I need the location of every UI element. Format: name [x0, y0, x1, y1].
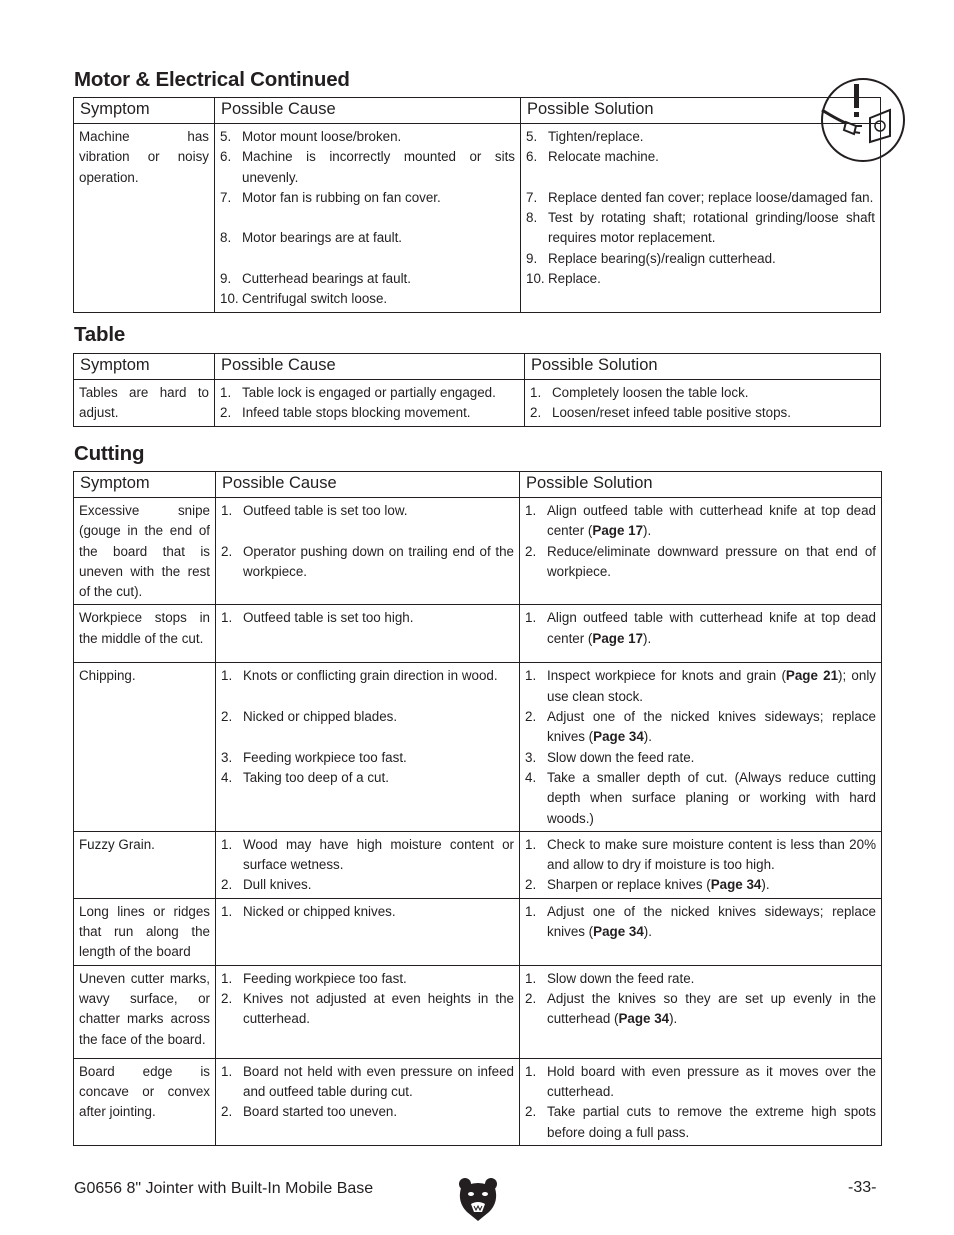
table-row [74, 898, 882, 965]
table-row [74, 498, 882, 605]
cause-item: 2. Nicked or chipped blades. [221, 709, 398, 725]
solution-item: 1. Inspect workpiece for knots and grain (Page 21); only use clean stock. [525, 668, 876, 704]
solution-item: 3. Slow down the feed rate. [525, 749, 695, 765]
cause-item: 1. Wood may have high moisture content or surface wetness. [221, 836, 514, 873]
symptom-cell: Machine has vibration or noisy operation. [74, 124, 215, 313]
symptom-cell: Chipping. [74, 663, 216, 831]
header-cause: Possible Cause [215, 98, 521, 124]
cause-item: 1. Outfeed table is set too high. [221, 610, 414, 626]
page-reference: Page 17 [592, 523, 644, 539]
table-row [74, 965, 882, 1058]
cause-item: 1. Table lock is engaged or partially engaged. [220, 385, 496, 400]
section-title-table: Table [74, 323, 126, 346]
cause-cell [215, 124, 521, 313]
header-symptom: Symptom [74, 354, 215, 380]
header-solution: Possible Solution [521, 98, 881, 124]
header-symptom: Symptom [74, 472, 216, 498]
cause-item: 6. Machine is incorrectly mounted or sits unevenly. [220, 149, 515, 185]
solution-item: 1. Hold board with even pressure as it moves over the cutterhead. [525, 1063, 876, 1099]
cause-item: 1. Knots or conflicting grain direction in wood. [221, 668, 498, 684]
solution-item: 2. Loosen/reset infeed table positive stops. [530, 405, 791, 421]
page-reference: Page 34 [618, 1011, 670, 1027]
table-row [74, 1058, 882, 1145]
page-reference: Page 21 [785, 668, 839, 684]
solution-item: 6. Relocate machine. [526, 149, 659, 165]
section-title-motor: Motor & Electrical Continued [74, 68, 350, 91]
cause-cell [216, 965, 520, 1058]
solution-item: 1. Adjust one of the nicked knives sideways; replace knives (Page 34). [525, 903, 876, 940]
table-row [74, 605, 882, 663]
cause-cell [215, 380, 525, 427]
symptom-cell: Workpiece stops in the middle of the cut. [74, 605, 216, 663]
cause-item: 3. Feeding workpiece too fast. [221, 749, 407, 765]
table-row [74, 663, 882, 831]
cause-item: 8. Motor bearings are at fault. [220, 230, 403, 246]
header-cause: Possible Cause [216, 472, 520, 498]
solution-cell [525, 380, 881, 427]
solution-cell [520, 965, 882, 1058]
solution-cell [520, 663, 882, 831]
cause-item: 9. Cutterhead bearings at fault. [220, 271, 411, 287]
solution-item: 2. Sharpen or replace knives (Page 34). [525, 877, 770, 893]
cause-cell [216, 663, 520, 831]
solution-item: 2. Adjust the knives so they are set up evenly in the cutterhead (Page 34). [525, 990, 876, 1027]
solution-item: 8. Test by rotating shaft; rotational grinding/loose shaft requires motor replacement. [526, 210, 875, 246]
header-solution: Possible Solution [520, 472, 882, 498]
solution-item: 1. Check to make sure moisture content is less than 20% and allow to dry if moisture is too high. [525, 836, 876, 873]
cause-item: 1. Feeding workpiece too fast. [221, 970, 407, 986]
cause-item: 2. Knives not adjusted at even heights in the cutterhead. [221, 990, 514, 1027]
cause-item: 4. Taking too deep of a cut. [221, 769, 389, 785]
page-reference: Page 17 [592, 630, 644, 646]
cause-cell [216, 831, 520, 898]
symptom-cell: Tables are hard to adjust. [74, 380, 215, 427]
cause-cell [216, 498, 520, 605]
solution-item: 9. Replace bearing(s)/realign cutterhead. [526, 250, 776, 266]
header-cause: Possible Cause [215, 354, 525, 380]
page-reference: Page 34 [710, 877, 762, 893]
solution-item: 4. Take a smaller depth of cut. (Always reduce cutting depth when surface planing or working with hard woods.) [525, 769, 876, 826]
cutting-troubleshooting-table [73, 471, 882, 1146]
solution-cell [520, 1058, 882, 1145]
solution-item: 5. Tighten/replace. [526, 129, 644, 144]
cause-cell [216, 605, 520, 663]
solution-item: 10. Replace. [526, 271, 601, 287]
cause-item: 7. Motor fan is rubbing on fan cover. [220, 189, 441, 205]
cause-item: 2. Infeed table stops blocking movement. [220, 405, 471, 421]
solution-cell [520, 605, 882, 663]
solution-item: 2. Adjust one of the nicked knives sideways; replace knives (Page 34). [525, 709, 876, 745]
header-solution: Possible Solution [525, 354, 881, 380]
solution-item: 1. Slow down the feed rate. [525, 970, 695, 986]
solution-item: 2. Take partial cuts to remove the extreme high spots before doing a full pass. [525, 1104, 876, 1140]
symptom-cell: Uneven cutter marks, wavy surface, or chatter marks across the face of the board. [74, 965, 216, 1058]
cause-item: 1. Nicked or chipped knives. [221, 903, 396, 919]
cause-item: 5. Motor mount loose/broken. [220, 129, 402, 144]
symptom-cell: Fuzzy Grain. [74, 831, 216, 898]
cause-item: 2. Board started too uneven. [221, 1104, 398, 1120]
symptom-cell: Long lines or ridges that run along the length of the board [74, 898, 216, 965]
cause-item: 2. Operator pushing down on trailing end of the workpiece. [221, 543, 514, 579]
page-reference: Page 34 [593, 729, 644, 745]
table-row [74, 831, 882, 898]
solution-item: 1. Completely loosen the table lock. [530, 385, 749, 400]
symptom-cell: Board edge is concave or convex after jointing. [74, 1058, 216, 1145]
motor-troubleshooting-table [73, 97, 881, 313]
cause-item: 1. Board not held with even pressure on infeed and outfeed table during cut. [221, 1063, 514, 1099]
solution-item: 2. Reduce/eliminate downward pressure on that end of workpiece. [525, 543, 876, 579]
solution-cell [520, 898, 882, 965]
cause-cell [216, 898, 520, 965]
solution-cell [520, 831, 882, 898]
cause-item: 10. Centrifugal switch loose. [220, 291, 388, 307]
page-number: -33- [848, 1179, 877, 1196]
solution-item: 7. Replace dented fan cover; replace loose/damaged fan. [526, 189, 874, 205]
bear-logo-icon [457, 1176, 499, 1222]
header-symptom: Symptom [74, 98, 215, 124]
cause-item: 2. Dull knives. [221, 877, 312, 893]
symptom-cell: Excessive snipe (gouge in the end of the board that is uneven with the rest of the cut). [74, 498, 216, 605]
table-troubleshooting-table [73, 353, 881, 427]
page-reference: Page 34 [593, 924, 644, 940]
solution-cell [521, 124, 881, 313]
footer-title: G0656 8" Jointer with Built-In Mobile Base [74, 1180, 374, 1197]
cause-item: 1. Outfeed table is set too low. [221, 503, 408, 518]
solution-item: 1. Align outfeed table with cutterhead knife at top dead center (Page 17). [525, 503, 876, 539]
solution-item: 1. Align outfeed table with cutterhead knife at top dead center (Page 17). [525, 610, 876, 646]
section-title-cutting: Cutting [74, 442, 145, 465]
cause-cell [216, 1058, 520, 1145]
solution-cell [520, 498, 882, 605]
